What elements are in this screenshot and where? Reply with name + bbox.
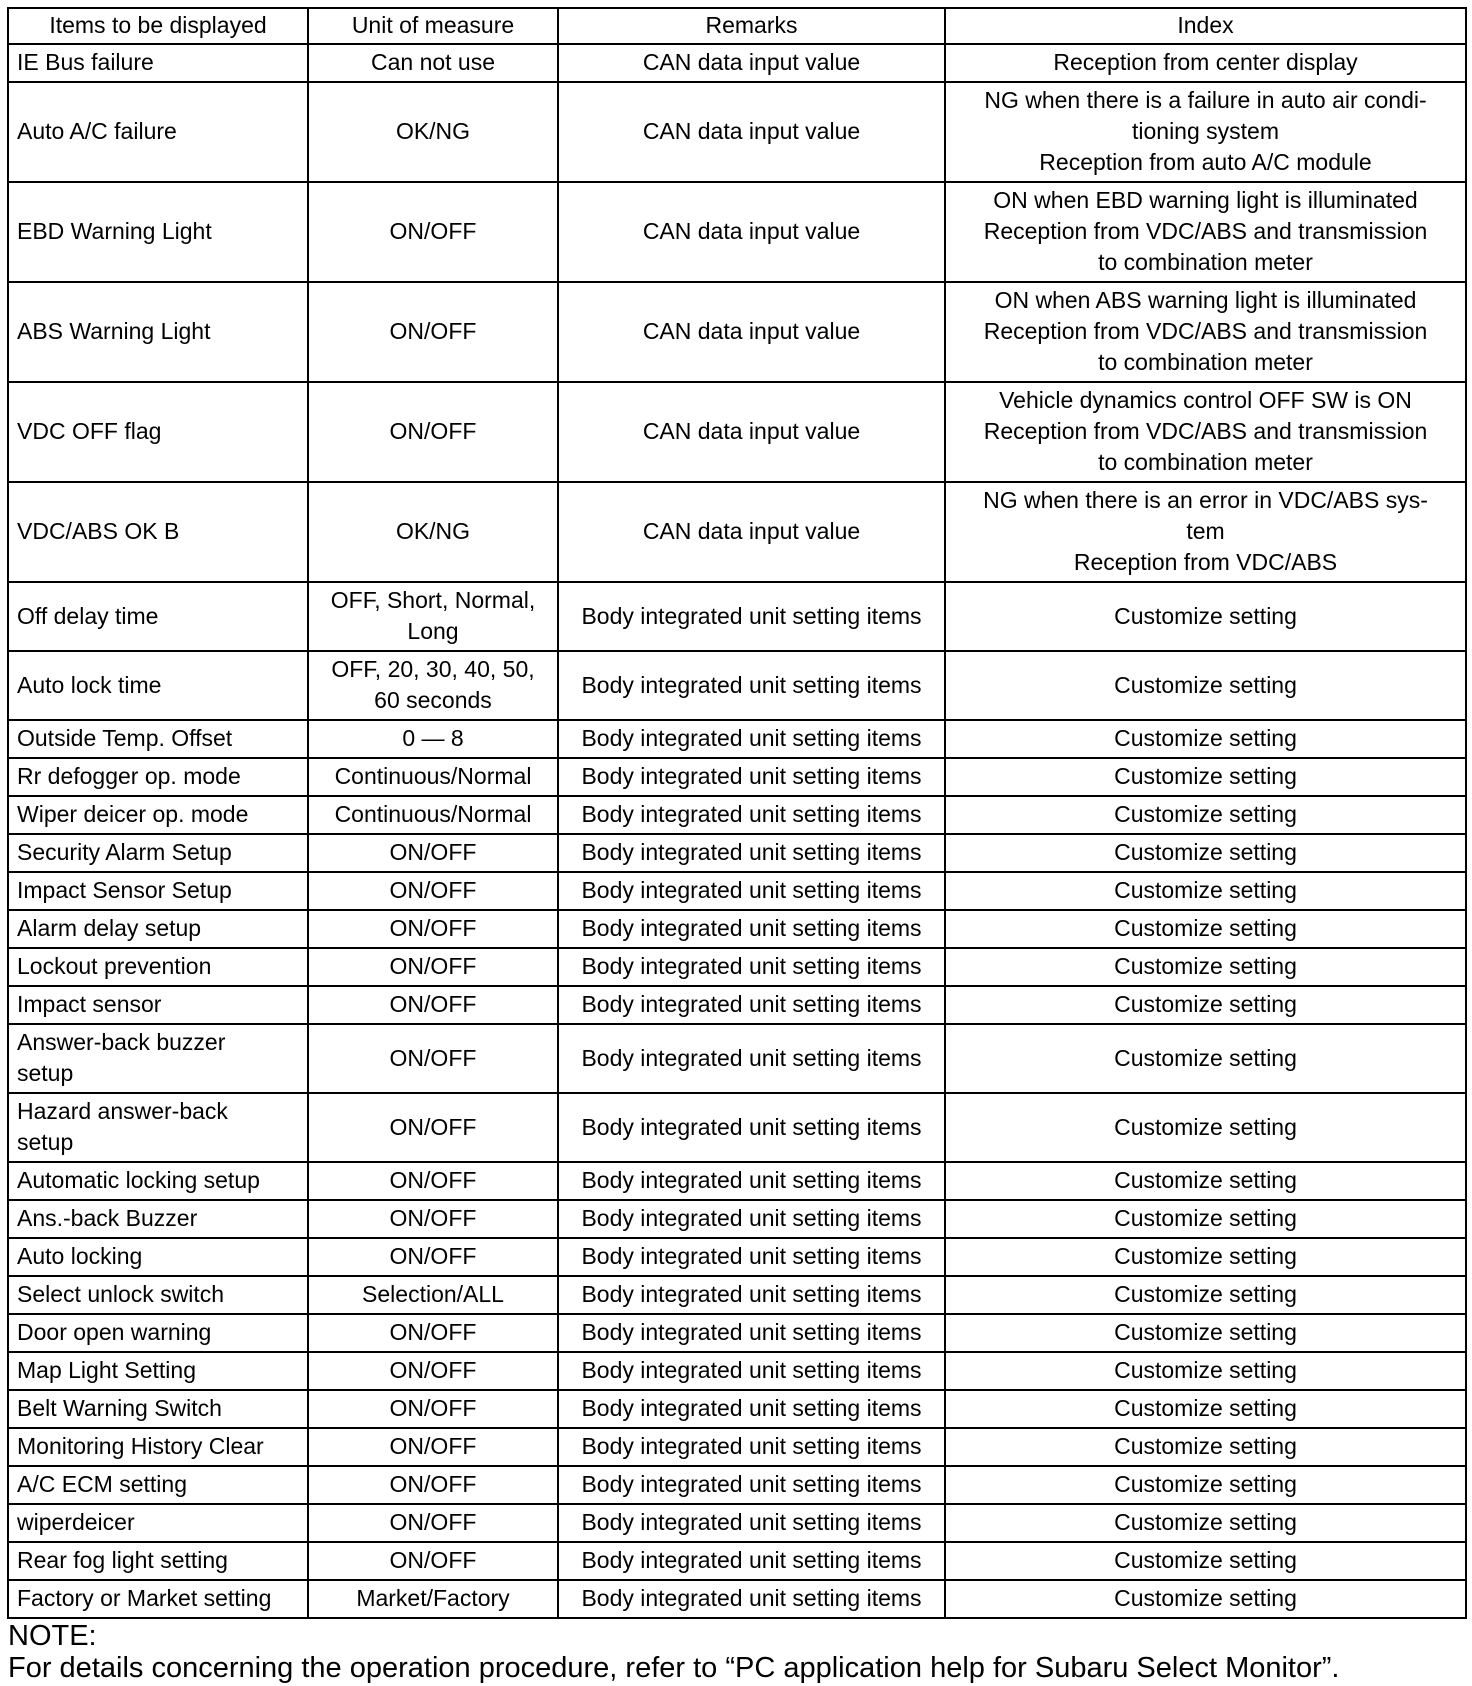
- table-row: [8, 482, 1466, 582]
- index-cell-line: Customize setting: [1114, 602, 1297, 629]
- item-cell: [8, 758, 308, 796]
- remarks-cell: Body integrated unit setting items: [558, 796, 945, 834]
- unit-cell: [308, 986, 558, 1024]
- index-cell-line: Customize setting: [1114, 1509, 1297, 1535]
- table-row: [8, 1390, 1466, 1428]
- table-row: [8, 1238, 1466, 1276]
- remarks-cell: Body integrated unit setting items: [558, 1390, 945, 1428]
- index-cell: [945, 1542, 1466, 1580]
- remarks-cell: Body integrated unit setting items: [558, 1024, 945, 1093]
- remarks-cell: CAN data input value: [558, 382, 945, 482]
- remarks-cell: Body integrated unit setting items: [558, 1466, 945, 1504]
- unit-cell: [308, 44, 558, 82]
- item-cell-line: Impact sensor: [17, 991, 162, 1017]
- index-cell: [945, 872, 1466, 910]
- unit-cell: [308, 1200, 558, 1238]
- data-display-table: [7, 7, 1467, 1619]
- index-cell-line: Customize setting: [1114, 991, 1297, 1017]
- item-cell-line: Auto A/C failure: [17, 118, 177, 144]
- unit-cell-line: ON/OFF: [389, 1113, 477, 1140]
- table-row: [8, 1504, 1466, 1542]
- index-cell: [945, 720, 1466, 758]
- index-cell-line: Customize setting: [1114, 801, 1297, 827]
- unit-cell: [308, 1580, 558, 1618]
- unit-cell-line: ON/OFF: [389, 1044, 477, 1071]
- item-cell: [8, 1428, 308, 1466]
- item-cell-line: VDC OFF flag: [17, 418, 162, 444]
- unit-cell-line: ON/OFF: [389, 418, 477, 444]
- item-cell-line: Map Light Setting: [17, 1357, 197, 1383]
- remarks-cell: CAN data input value: [558, 182, 945, 282]
- unit-cell-line: ON/OFF: [389, 1433, 477, 1459]
- unit-cell: [308, 1542, 558, 1580]
- unit-cell-line: Market/Factory: [356, 1585, 510, 1611]
- unit-cell-line: Continuous/Normal: [334, 801, 532, 827]
- item-cell: [8, 1314, 308, 1352]
- unit-cell-line: Continuous/Normal: [334, 763, 532, 789]
- unit-cell: [308, 1390, 558, 1428]
- unit-cell-line: Can not use: [370, 49, 496, 75]
- index-cell: [945, 834, 1466, 872]
- item-cell: [8, 796, 308, 834]
- remarks-cell: Body integrated unit setting items: [558, 986, 945, 1024]
- unit-cell-line: ON/OFF: [389, 839, 477, 865]
- remarks-cell: Body integrated unit setting items: [558, 1428, 945, 1466]
- item-cell-line: setup: [17, 1129, 74, 1155]
- index-cell-line: Customize setting: [1114, 1281, 1297, 1307]
- unit-cell: [308, 720, 558, 758]
- item-cell-line: EBD Warning Light: [17, 218, 212, 244]
- remarks-cell: Body integrated unit setting items: [558, 834, 945, 872]
- table-row: [8, 282, 1466, 382]
- unit-cell-line: 60 seconds: [374, 687, 492, 713]
- index-cell: [945, 1504, 1466, 1542]
- unit-cell-line: OK/NG: [395, 518, 471, 544]
- remarks-cell: Body integrated unit setting items: [558, 1580, 945, 1618]
- header-index: Index: [945, 8, 1466, 44]
- unit-cell-line: ON/OFF: [389, 1509, 477, 1535]
- table-row: [8, 1580, 1466, 1618]
- table-row: [8, 382, 1466, 482]
- unit-cell: [308, 1024, 558, 1093]
- item-cell: [8, 720, 308, 758]
- item-cell: [8, 482, 308, 582]
- unit-cell: [308, 282, 558, 382]
- item-cell: [8, 834, 308, 872]
- item-cell-line: Ans.-back Buzzer: [17, 1205, 198, 1231]
- item-cell-line: IE Bus failure: [17, 49, 154, 75]
- item-cell: [8, 1390, 308, 1428]
- index-cell-line: Reception from center display: [1053, 49, 1358, 75]
- item-cell: [8, 1276, 308, 1314]
- item-cell-line: Off delay time: [17, 602, 159, 629]
- index-cell-line: Reception from VDC/ABS: [1073, 549, 1338, 575]
- table-row: [8, 1162, 1466, 1200]
- remarks-cell: Body integrated unit setting items: [558, 651, 945, 720]
- unit-cell-line: OK/NG: [395, 118, 471, 144]
- unit-cell-line: ON/OFF: [389, 1243, 477, 1269]
- remarks-cell: Body integrated unit setting items: [558, 720, 945, 758]
- unit-cell: [308, 1162, 558, 1200]
- unit-cell-line: Selection/ALL: [362, 1281, 504, 1307]
- table-row: [8, 1466, 1466, 1504]
- index-cell-line: Reception from VDC/ABS and transmission: [983, 218, 1428, 244]
- unit-cell: [308, 1276, 558, 1314]
- item-cell: [8, 910, 308, 948]
- remarks-cell: Body integrated unit setting items: [558, 1162, 945, 1200]
- unit-cell-line: OFF, 20, 30, 40, 50,: [331, 656, 535, 682]
- index-cell-line: Customize setting: [1114, 1433, 1297, 1459]
- item-cell: [8, 44, 308, 82]
- index-cell: [945, 182, 1466, 282]
- unit-cell-line: ON/OFF: [389, 218, 477, 244]
- remarks-cell: Body integrated unit setting items: [558, 1200, 945, 1238]
- unit-cell-line: ON/OFF: [389, 1357, 477, 1383]
- item-cell: [8, 1580, 308, 1618]
- item-cell-line: Factory or Market setting: [17, 1585, 272, 1611]
- header-unit-of-measure: Unit of measure: [308, 8, 558, 44]
- item-cell-line: Outside Temp. Offset: [17, 725, 233, 751]
- table-row: [8, 82, 1466, 182]
- index-cell: [945, 1024, 1466, 1093]
- remarks-cell: CAN data input value: [558, 282, 945, 382]
- index-cell-line: Customize setting: [1114, 725, 1297, 751]
- index-cell: [945, 82, 1466, 182]
- unit-cell-line: ON/OFF: [389, 1547, 477, 1573]
- table-body: [8, 44, 1466, 1618]
- table-row: [8, 1024, 1466, 1093]
- unit-cell-line: ON/OFF: [389, 1395, 477, 1421]
- item-cell: [8, 282, 308, 382]
- unit-cell: [308, 910, 558, 948]
- header-items-to-be-displayed: Items to be displayed: [8, 8, 308, 44]
- index-cell: [945, 796, 1466, 834]
- item-cell: [8, 1238, 308, 1276]
- item-cell: [8, 182, 308, 282]
- index-cell-line: Customize setting: [1114, 1471, 1297, 1497]
- table-row: [8, 582, 1466, 651]
- table-row: [8, 1542, 1466, 1580]
- remarks-cell: Body integrated unit setting items: [558, 1314, 945, 1352]
- table-row: [8, 758, 1466, 796]
- table-row: [8, 720, 1466, 758]
- item-cell-line: Monitoring History Clear: [17, 1433, 264, 1459]
- item-cell: [8, 1504, 308, 1542]
- index-cell-line: Customize setting: [1114, 1205, 1297, 1231]
- index-cell: [945, 1276, 1466, 1314]
- table-row: [8, 1428, 1466, 1466]
- table-row: [8, 1314, 1466, 1352]
- index-cell-line: Customize setting: [1114, 1167, 1297, 1193]
- table-row: [8, 1200, 1466, 1238]
- unit-cell-line: ON/OFF: [389, 1205, 477, 1231]
- remarks-cell: CAN data input value: [558, 482, 945, 582]
- item-cell-line: VDC/ABS OK B: [17, 518, 180, 544]
- item-cell-line: Auto locking: [17, 1243, 143, 1269]
- index-cell: [945, 582, 1466, 651]
- item-cell-line: Impact Sensor Setup: [17, 877, 232, 903]
- table-row: [8, 1352, 1466, 1390]
- index-cell: [945, 1428, 1466, 1466]
- index-cell-line: Customize setting: [1114, 671, 1297, 698]
- unit-cell: [308, 796, 558, 834]
- item-cell: [8, 382, 308, 482]
- unit-cell-line: ON/OFF: [389, 991, 477, 1017]
- index-cell-line: tioning system: [1131, 118, 1279, 144]
- unit-cell: [308, 482, 558, 582]
- item-cell-line: Hazard answer-back: [17, 1098, 228, 1124]
- index-cell-line: ON when EBD warning light is illuminated: [993, 187, 1418, 213]
- table-row: [8, 44, 1466, 82]
- item-cell: [8, 1352, 308, 1390]
- index-cell-line: Customize setting: [1114, 1243, 1297, 1269]
- index-cell-line: Customize setting: [1114, 1395, 1297, 1421]
- index-cell-line: Reception from VDC/ABS and transmission: [983, 318, 1428, 344]
- unit-cell-line: ON/OFF: [389, 915, 477, 941]
- table-row: [8, 182, 1466, 282]
- index-cell-line: to combination meter: [1098, 249, 1313, 275]
- unit-cell: [308, 1314, 558, 1352]
- unit-cell: [308, 1093, 558, 1162]
- item-cell-line: Wiper deicer op. mode: [17, 801, 249, 827]
- unit-cell: [308, 382, 558, 482]
- item-cell: [8, 948, 308, 986]
- table-row: [8, 872, 1466, 910]
- unit-cell: [308, 1504, 558, 1542]
- item-cell-line: Door open warning: [17, 1319, 212, 1345]
- item-cell: [8, 1542, 308, 1580]
- unit-cell: [308, 834, 558, 872]
- unit-cell-line: ON/OFF: [389, 1319, 477, 1345]
- index-cell-line: Customize setting: [1114, 953, 1297, 979]
- header-remarks: Remarks: [558, 8, 945, 44]
- index-cell-line: Customize setting: [1114, 1547, 1297, 1573]
- item-cell: [8, 82, 308, 182]
- remarks-cell: Body integrated unit setting items: [558, 758, 945, 796]
- table-row: [8, 1093, 1466, 1162]
- index-cell: [945, 1238, 1466, 1276]
- item-cell-line: wiperdeicer: [17, 1509, 135, 1535]
- unit-cell-line: ON/OFF: [389, 953, 477, 979]
- item-cell-line: Security Alarm Setup: [17, 839, 232, 865]
- item-cell-line: Automatic locking setup: [17, 1167, 260, 1193]
- index-cell: [945, 1390, 1466, 1428]
- index-cell: [945, 1200, 1466, 1238]
- table-row: [8, 796, 1466, 834]
- index-cell-line: to combination meter: [1098, 449, 1313, 475]
- unit-cell: [308, 1428, 558, 1466]
- index-cell: [945, 1093, 1466, 1162]
- unit-cell-line: ON/OFF: [389, 877, 477, 903]
- unit-cell: [308, 948, 558, 986]
- index-cell: [945, 482, 1466, 582]
- item-cell-line: Belt Warning Switch: [17, 1395, 222, 1421]
- index-cell-line: Reception from auto A/C module: [1039, 149, 1372, 175]
- note-title: NOTE:: [8, 1620, 97, 1652]
- remarks-cell: Body integrated unit setting items: [558, 1542, 945, 1580]
- unit-cell: [308, 182, 558, 282]
- note-block: [8, 1620, 1464, 1684]
- index-cell: [945, 758, 1466, 796]
- item-cell-line: Answer-back buzzer: [17, 1029, 226, 1055]
- item-cell: [8, 582, 308, 651]
- item-cell: [8, 1024, 308, 1093]
- table-row: [8, 1276, 1466, 1314]
- index-cell-line: Customize setting: [1114, 839, 1297, 865]
- unit-cell: [308, 1352, 558, 1390]
- unit-cell: [308, 1466, 558, 1504]
- unit-cell: [308, 872, 558, 910]
- remarks-cell: Body integrated unit setting items: [558, 910, 945, 948]
- unit-cell-line: ON/OFF: [389, 1167, 477, 1193]
- unit-cell-line: OFF, Short, Normal,: [330, 587, 536, 613]
- remarks-cell: Body integrated unit setting items: [558, 1276, 945, 1314]
- index-cell-line: NG when there is a failure in auto air condi-: [984, 87, 1427, 113]
- index-cell: [945, 948, 1466, 986]
- index-cell: [945, 282, 1466, 382]
- remarks-cell: Body integrated unit setting items: [558, 948, 945, 986]
- item-cell: [8, 1200, 308, 1238]
- unit-cell: [308, 651, 558, 720]
- index-cell: [945, 1466, 1466, 1504]
- index-cell-line: Customize setting: [1114, 1319, 1297, 1345]
- table-header-row: [8, 8, 1466, 44]
- item-cell: [8, 872, 308, 910]
- item-cell: [8, 1093, 308, 1162]
- item-cell-line: Rr defogger op. mode: [17, 763, 241, 789]
- unit-cell: [308, 758, 558, 796]
- item-cell-line: ABS Warning Light: [17, 318, 211, 344]
- index-cell: [945, 44, 1466, 82]
- item-cell-line: Select unlock switch: [17, 1281, 225, 1307]
- index-cell-line: Customize setting: [1114, 1585, 1297, 1611]
- item-cell: [8, 986, 308, 1024]
- unit-cell: [308, 582, 558, 651]
- item-cell-line: A/C ECM setting: [17, 1471, 187, 1497]
- index-cell: [945, 1314, 1466, 1352]
- index-cell: [945, 1580, 1466, 1618]
- index-cell-line: Reception from VDC/ABS and transmission: [983, 418, 1428, 444]
- note-text: For details concerning the operation procedure, refer to “PC application help for Subaru Select Monitor”.: [8, 1652, 1340, 1684]
- table-row: [8, 986, 1466, 1024]
- table-row: [8, 910, 1466, 948]
- index-cell-line: Customize setting: [1114, 763, 1297, 789]
- table-row: [8, 834, 1466, 872]
- unit-cell-line: Long: [407, 618, 459, 644]
- index-cell-line: tem: [1186, 518, 1225, 544]
- unit-cell-line: 0 — 8: [402, 725, 464, 751]
- remarks-cell: Body integrated unit setting items: [558, 1352, 945, 1390]
- index-cell-line: ON when ABS warning light is illuminated: [994, 287, 1417, 313]
- index-cell: [945, 1162, 1466, 1200]
- index-cell-line: Customize setting: [1114, 1044, 1297, 1071]
- index-cell-line: Customize setting: [1114, 877, 1297, 903]
- table-row: [8, 651, 1466, 720]
- index-cell: [945, 986, 1466, 1024]
- item-cell-line: Alarm delay setup: [17, 915, 202, 941]
- unit-cell-line: ON/OFF: [389, 1471, 477, 1497]
- index-cell-line: Customize setting: [1114, 1113, 1297, 1140]
- remarks-cell: CAN data input value: [558, 44, 945, 82]
- index-cell-line: NG when there is an error in VDC/ABS sys-: [983, 487, 1428, 513]
- index-cell: [945, 382, 1466, 482]
- unit-cell: [308, 82, 558, 182]
- index-cell-line: Vehicle dynamics control OFF SW is ON: [999, 387, 1412, 413]
- remarks-cell: Body integrated unit setting items: [558, 1504, 945, 1542]
- index-cell-line: Customize setting: [1114, 915, 1297, 941]
- item-cell: [8, 1466, 308, 1504]
- index-cell-line: Customize setting: [1114, 1357, 1297, 1383]
- remarks-cell: Body integrated unit setting items: [558, 582, 945, 651]
- index-cell: [945, 651, 1466, 720]
- item-cell: [8, 1162, 308, 1200]
- index-cell: [945, 1352, 1466, 1390]
- item-cell-line: Auto lock time: [17, 671, 162, 698]
- remarks-cell: Body integrated unit setting items: [558, 1093, 945, 1162]
- index-cell: [945, 910, 1466, 948]
- remarks-cell: CAN data input value: [558, 82, 945, 182]
- item-cell-line: Lockout prevention: [17, 953, 212, 979]
- item-cell-line: setup: [17, 1060, 74, 1086]
- item-cell: [8, 651, 308, 720]
- unit-cell: [308, 1238, 558, 1276]
- item-cell-line: Rear fog light setting: [17, 1547, 228, 1573]
- remarks-cell: Body integrated unit setting items: [558, 872, 945, 910]
- table-row: [8, 948, 1466, 986]
- unit-cell-line: ON/OFF: [389, 318, 477, 344]
- remarks-cell: Body integrated unit setting items: [558, 1238, 945, 1276]
- index-cell-line: to combination meter: [1098, 349, 1313, 375]
